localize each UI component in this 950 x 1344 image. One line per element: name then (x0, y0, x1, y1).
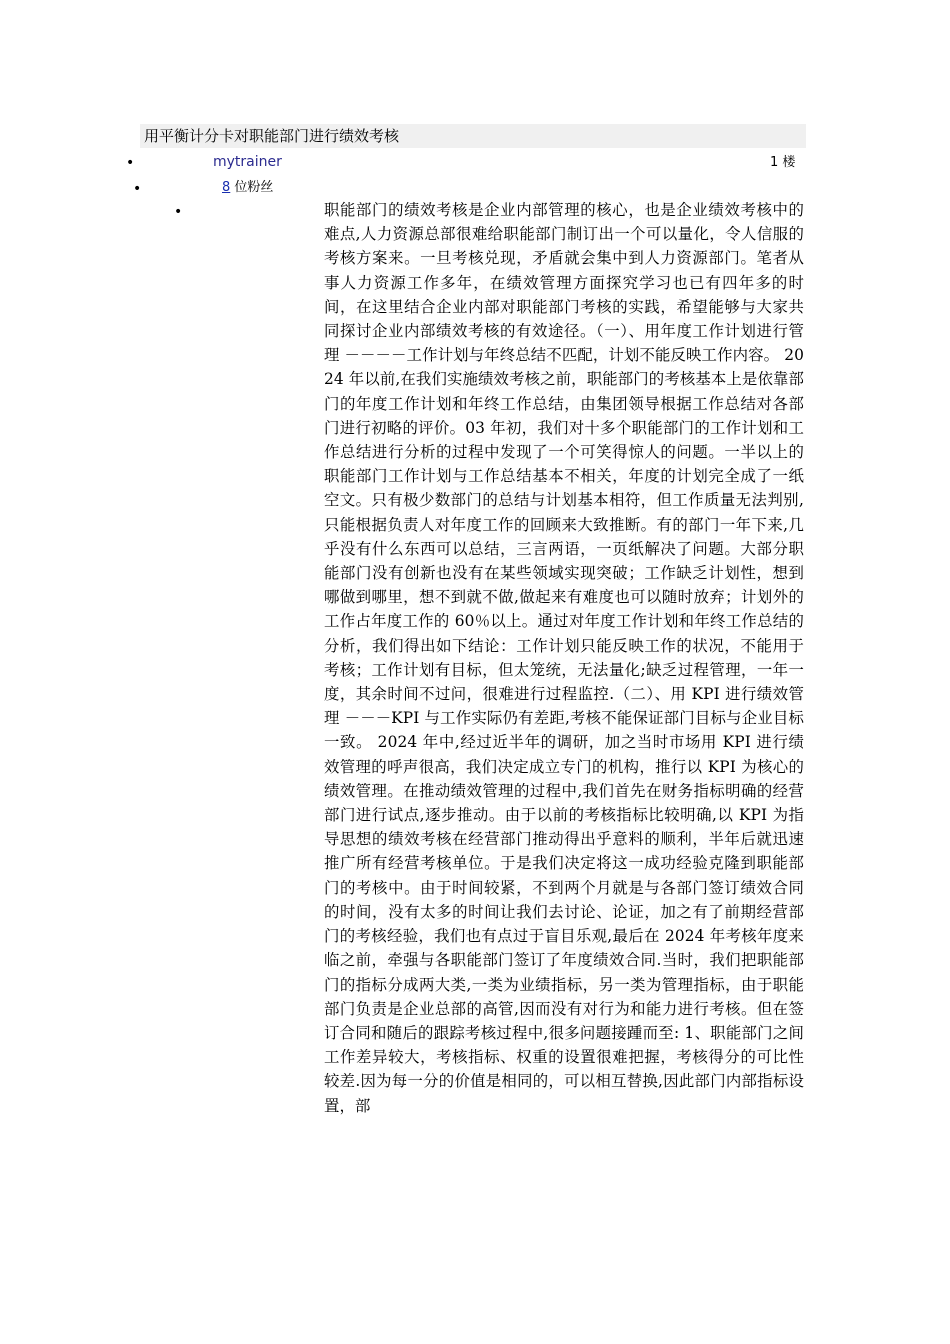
fans-count (222, 179, 273, 197)
fans-count-link[interactable]: 8 (222, 180, 231, 195)
list-bullet: • (126, 155, 135, 171)
post-title: 用平衡计分卡对职能部门进行绩效考核 (144, 127, 400, 145)
author-link[interactable]: mytrainer (213, 154, 282, 170)
post-body: 职能部门的绩效考核是企业内部管理的核心，也是企业绩效考核中的难点,人力资源总部很难给职能部门制订出一个可以量化，令人信服的考核方案来。一旦考核兑现，矛盾就会集中到人力资源部门。笔者从事人力资源工作多年，在绩效管理方面探究学习也已有四年多的时间，在这里结合企业内部对职能部门考核的实践，希望能够与大家共同探讨企业内部绩效考核的有效途径。（一）、用年度工作计划进行管理 －－－－工作计划与年终总结不匹配，计划不能反映工作内容。 2024 年以前,在我们实施绩效考核之前，职能部门的考核基本上是依靠部门的年度工作计划和年终工作总结，由集团领导根据工作总结对各部门进行初略的评价。03 年初，我们对十多个职能部门的工作计划和工作总结进行分析的过程中发现了一个可笑得惊人的问题。一半以上的职能部门工作计划与工作总结基本不相关，年度的计划完全成了一纸空文。只有极少数部门的总结与计划基本相符，但工作质量无法判别,只能根据负责人对年度工作的回顾来大致推断。有的部门一年下来,几乎没有什么东西可以总结，三言两语，一页纸解决了问题。大部分职能部门没有创新也没有在某些领域实现突破；工作缺乏计划性，想到哪做到哪里，想不到就不做,做起来有难度也可以随时放弃；计划外的工作占年度工作的 60％以上。通过对年度工作计划和年终工作总结的分析，我们得出如下结论：工作计划只能反映工作的状况，不能用于考核；工作计划有目标，但太笼统，无法量化;缺乏过程管理，一年一度，其余时间不过问，很难进行过程监控.（二）、用 KPI 进行绩效管理 －－－KPI 与工作实际仍有差距,考核不能保证部门目标与企业目标一致。 2024 年中,经过近半年的调研，加之当时市场用 KPI 进行绩效管理的呼声很高，我们决定成立专门的机构，推行以 KPI 为核心的绩效管理。在推动绩效管理的过程中,我们首先在财务指标明确的经营部门进行试点,逐步推动。由于以前的考核指标比较明确,以 KPI 为指导思想的绩效考核在经营部门推动得出乎意料的顺利，半年后就迅速推广所有经营考核单位。于是我们决定将这一成功经验克隆到职能部门的考核中。由于时间较紧，不到两个月就是与各部门签订绩效合同的时间，没有太多的时间让我们去讨论、论证，加之有了前期经营部门的考核经验，我们也有点过于盲目乐观,最后在 2024 年考核年度来临之前，牵强与各职能部门签订了年度绩效合同.当时，我们把职能部门的指标分成两大类,一类为业绩指标，另一类为管理指标，由于职能部门负责是企业总部的高管,因而没有对行为和能力进行考核。但在签订合同和随后的跟踪考核过程中,很多问题接踵而至: 1、职能部门之间工作差异较大，考核指标、权重的设置很难把握，考核得分的可比性较差.因为每一分的价值是相同的，可以相互替换,因此部门内部指标设置，部 (324, 201, 804, 1115)
list-bullet: • (133, 181, 142, 197)
floor-number: 1 楼 (770, 155, 796, 170)
list-bullet: • (174, 204, 183, 220)
fans-label: 位粉丝 (234, 180, 274, 195)
post-title-bar (140, 124, 806, 148)
